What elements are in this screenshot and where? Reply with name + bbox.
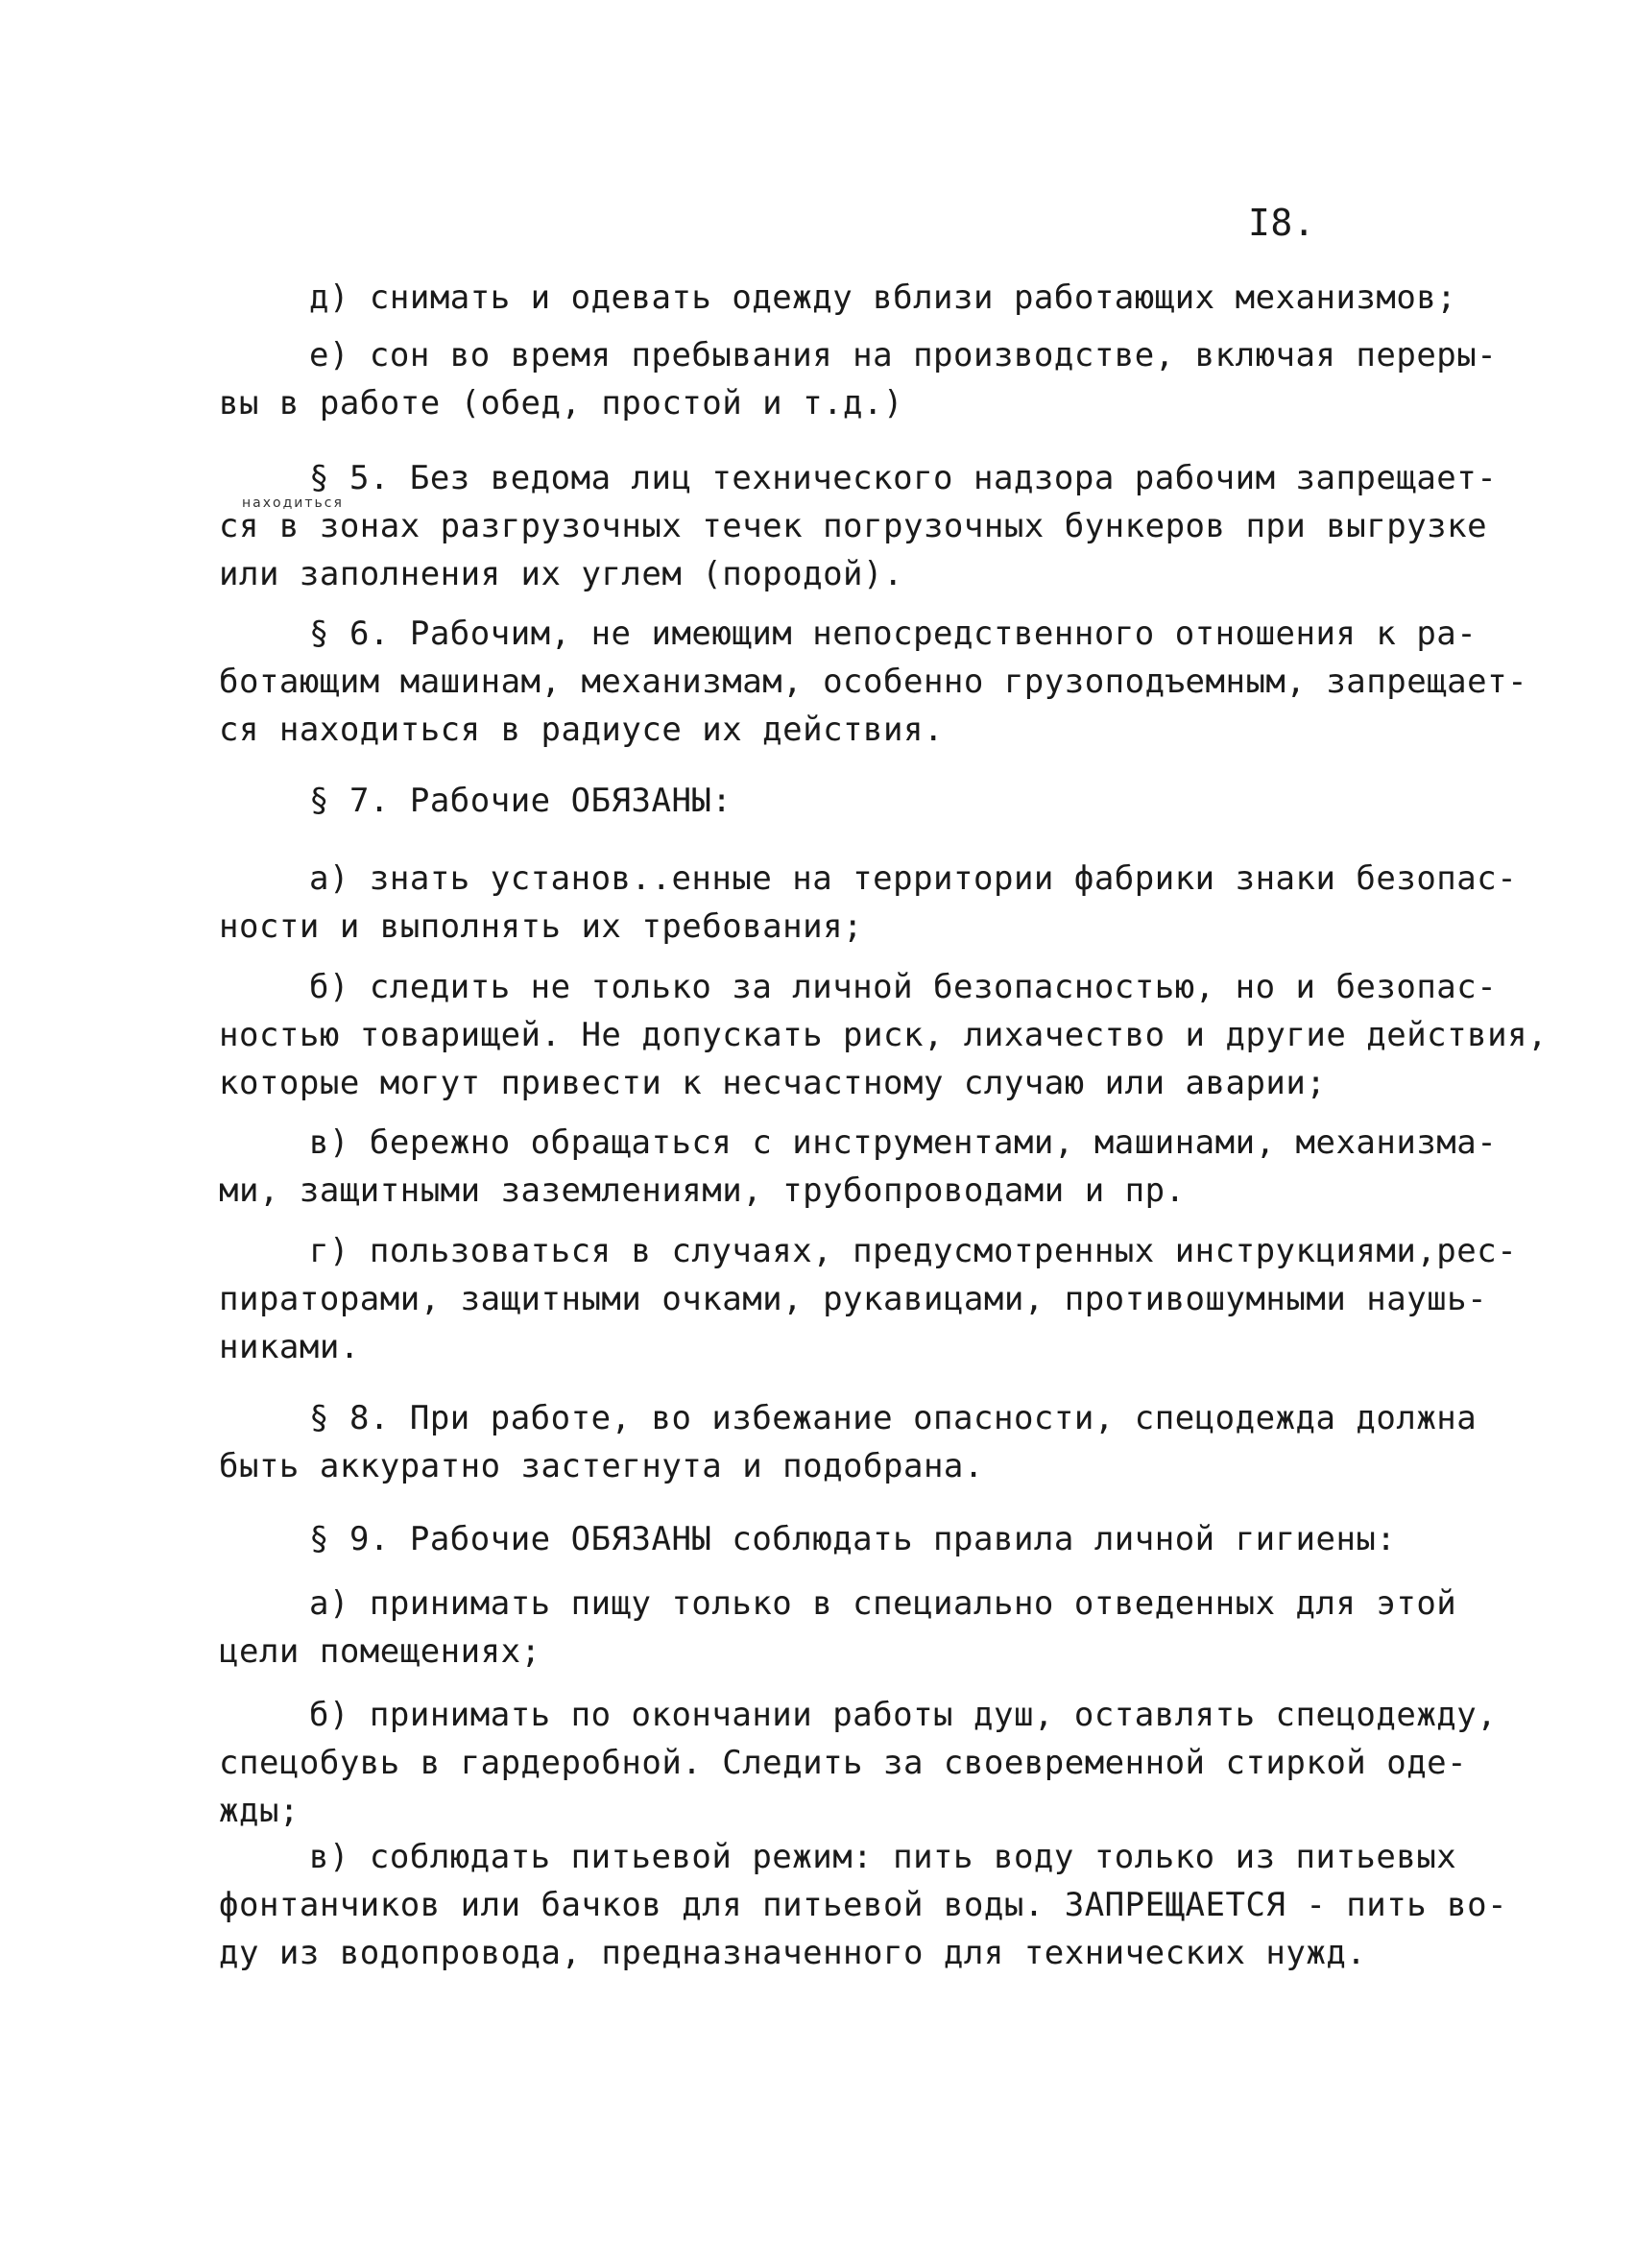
text-line: ся в зонах разгрузочных течек погрузочных бункеров при выгрузке xyxy=(219,507,1488,545)
text-line: § 5. Без ведома лиц технического надзора рабочим запрещает- xyxy=(309,459,1498,497)
text-line: ся находиться в радиусе их действия. xyxy=(219,711,944,749)
page-number: I8. xyxy=(1248,202,1316,244)
text-line: пираторами, защитными очками, рукавицами, противошумными наушь- xyxy=(219,1280,1488,1318)
text-line: а) знать установ..енные на территории фабрики знаки безопас- xyxy=(309,859,1518,898)
text-line: б) следить не только за личной безопасностью, но и безопас- xyxy=(309,968,1498,1006)
text-line: или заполнения их углем (породой). xyxy=(219,555,903,593)
text-line: е) сон во время пребывания на производстве, включая переры- xyxy=(309,336,1498,374)
text-line: ности и выполнять их требования; xyxy=(219,907,864,946)
text-line: в) соблюдать питьевой режим: пить воду только из питьевых xyxy=(309,1838,1457,1876)
text-line: д) снимать и одевать одежду вблизи работающих механизмов; xyxy=(309,278,1457,317)
text-line: г) пользоваться в случаях, предусмотренных инструкциями,рес- xyxy=(309,1232,1518,1270)
text-line: цели помещениях; xyxy=(219,1632,541,1671)
text-line: б) принимать по окончании работы душ, оставлять спецодежду, xyxy=(309,1696,1498,1734)
text-line: которые могут привести к несчастному случаю или аварии; xyxy=(219,1064,1327,1102)
text-line: ду из водопровода, предназначенного для технических нужд. xyxy=(219,1934,1367,1972)
handwritten-insert: находиться xyxy=(242,495,344,511)
text-line: спецобувь в гардеробной. Следить за своевременной стиркой оде- xyxy=(219,1744,1468,1782)
text-line: а) принимать пищу только в специально отведенных для этой xyxy=(309,1584,1457,1623)
text-line: ботающим машинам, механизмам, особенно грузоподъемным, запрещает- xyxy=(219,663,1528,701)
text-line: никами. xyxy=(219,1328,360,1366)
text-line: быть аккуратно застегнута и подобрана. xyxy=(219,1447,984,1485)
text-line: жды; xyxy=(219,1792,300,1830)
text-line: ми, защитными заземлениями, трубопроводами и пр. xyxy=(219,1171,1186,1210)
text-line: в) бережно обращаться с инструментами, машинами, механизма- xyxy=(309,1123,1498,1162)
text-line: вы в работе (обед, простой и т.д.) xyxy=(219,384,903,422)
text-line: § 8. При работе, во избежание опасности, спецодежда должна xyxy=(309,1399,1478,1437)
text-line: фонтанчиков или бачков для питьевой воды. ЗАПРЕЩАЕТСЯ - пить во- xyxy=(219,1886,1508,1924)
text-line: § 7. Рабочие ОБЯЗАНЫ: xyxy=(309,782,733,820)
text-line: ностью товарищей. Не допускать риск, лихачество и другие действия, xyxy=(219,1016,1549,1054)
text-line: § 6. Рабочим, не имеющим непосредственного отношения к ра- xyxy=(309,615,1478,653)
text-line: § 9. Рабочие ОБЯЗАНЫ соблюдать правила личной гигиены: xyxy=(309,1520,1397,1558)
